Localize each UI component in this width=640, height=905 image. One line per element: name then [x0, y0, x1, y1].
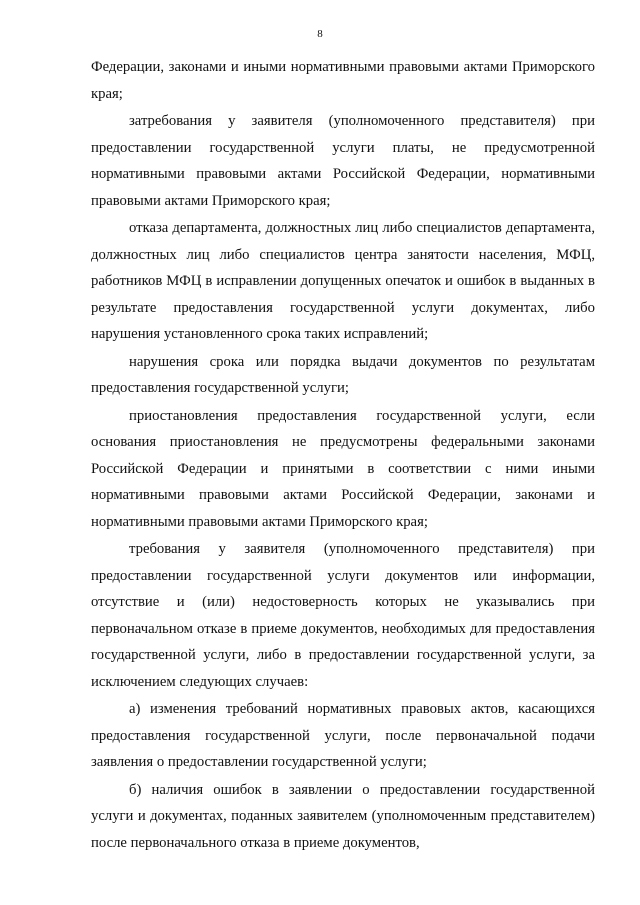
paragraph-issuance-violation: нарушения срока или порядка выдачи документов по результатам предоставления государственной услуги; — [91, 353, 595, 396]
paragraph-document-demand: требования у заявителя (уполномоченного представителя) при предоставлении государственной услуги документов или информации, отсутствие и (или) недостоверность которых не указывались при первоначальном отказе в приеме документов, необходимых для предоставления государственной услуги, либо в предоставлении государственной услуги, за исключением следующих случаев: — [91, 541, 595, 690]
document-body — [91, 54, 595, 857]
paragraph-item-b: б) наличия ошибок в заявлении о предоставлении государственной услуги и документах, поданных заявителем (уполномоченным представителем) после первоначального отказа в приеме документов, — [91, 781, 595, 851]
paragraph-continuation: Федерации, законами и иными нормативными правовыми актами Приморского края; — [91, 59, 595, 102]
paragraph-item-a: а) изменения требований нормативных правовых актов, касающихся предоставления государственной услуги, после первоначальной подачи заявления о предоставлении государственной услуги; — [91, 701, 595, 770]
page-number: 8 — [317, 28, 323, 40]
paragraph-fee-demand: затребования у заявителя (уполномоченного представителя) при предоставлении государственной услуги платы, не предусмотренной нормативными правовыми актами Российской Федерации, нормативными правовыми актами Приморского края; — [91, 113, 595, 209]
paragraph-correction-refusal: отказа департамента, должностных лиц либо специалистов департамента, должностных лиц либо специалистов центра занятости населения, МФЦ, работников МФЦ в исправлении допущенных опечаток и ошибок в выданных в результате предоставления государственной услуги документах, либо нарушения установленного срока таких исправлений; — [91, 220, 595, 342]
paragraph-suspension: приостановления предоставления государственной услуги, если основания приостановления не предусмотрены федеральными законами Российской Федерации и принятыми в соответствии с ними иными нормативными правовыми актами Российской Федерации, законами и нормативными правовыми актами Приморского края; — [91, 407, 595, 530]
